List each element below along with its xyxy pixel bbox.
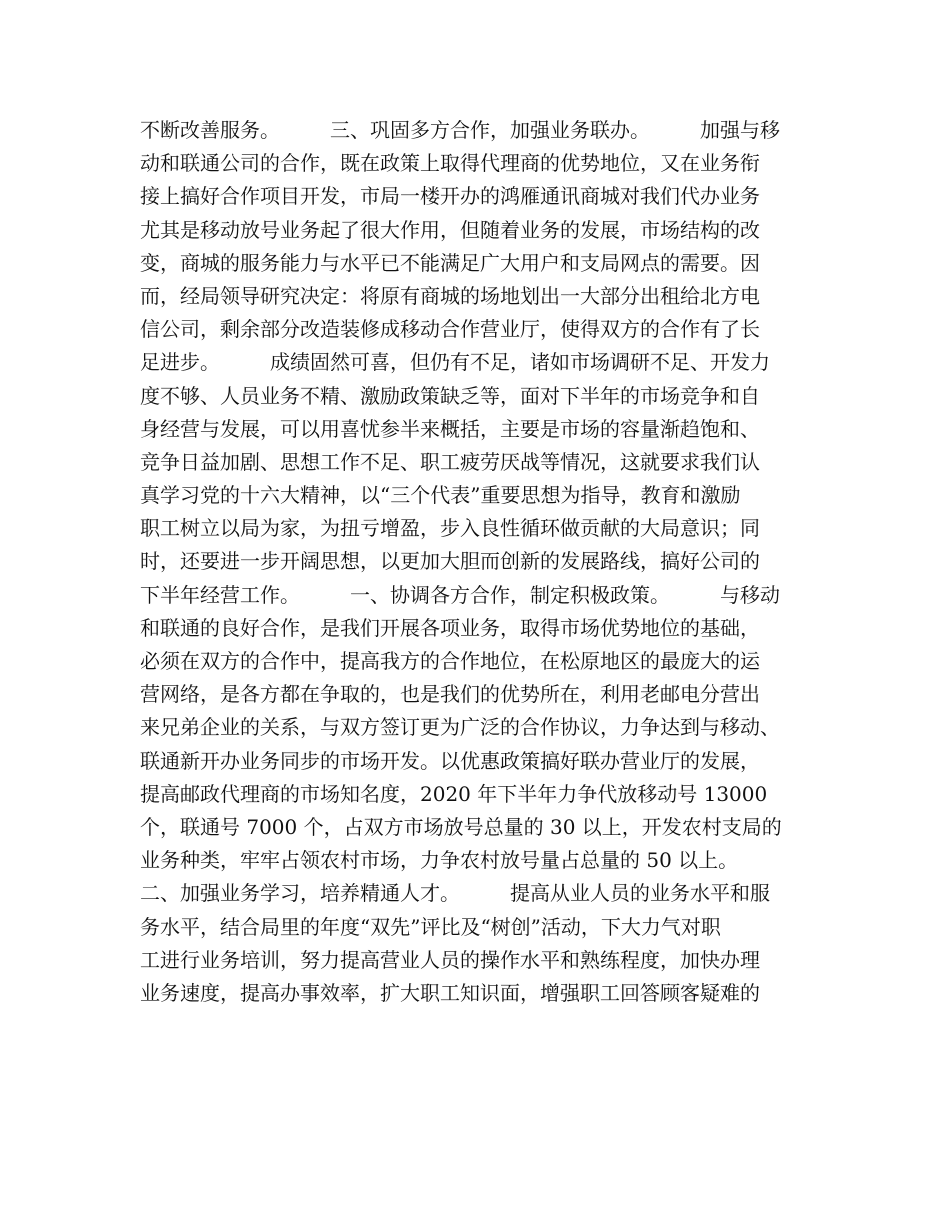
text-line: 变，商城的服务能力与水平已不能满足广大用户和支局网点的需要。因 bbox=[140, 250, 760, 275]
text-line: 必须在双方的合作中，提高我方的合作地位，在松原地区的最庞大的运 bbox=[140, 649, 760, 673]
text-line: 工进行业务培训，努力提高营业人员的操作水平和熟练程度，加快办理 bbox=[140, 947, 760, 972]
text-line: 业务速度，提高办事效率，扩大职工知识面，增强职工回答顾客疑难的 bbox=[140, 980, 760, 1005]
body-text bbox=[140, 114, 840, 1010]
text-line: 时，还要进一步开阔思想，以更加大胆而创新的发展路线，搞好公司的 bbox=[140, 549, 760, 574]
text-line: 和联通的良好合作，是我们开展各项业务，取得市场优势地位的基础， bbox=[140, 615, 760, 640]
text-line: 个，联通号 7000 个，占双方市场放号总量的 30 以上，开发农村支局的 bbox=[140, 814, 782, 839]
text-line: 业务种类，牢牢占领农村市场，力争农村放号量占总量的 50 以上。 bbox=[140, 848, 739, 873]
text-line: 来兄弟企业的关系，与双方签订更为广泛的合作协议，力争达到与移动、 bbox=[140, 715, 780, 740]
text-line: 信公司，剩余部分改造装修成移动合作营业厅，使得双方的合作有了长 bbox=[140, 317, 760, 342]
text-line: 不断改善服务。 三、巩固多方合作，加强业务联办。 加强与移 bbox=[140, 118, 780, 142]
text-line: 真学习党的十六大精神，以“三个代表”重要思想为指导，教育和激励 bbox=[140, 483, 741, 508]
text-line: 而，经局领导研究决定：将原有商城的场地划出一大部分出租给北方电 bbox=[140, 283, 760, 308]
text-line: 务水平，结合局里的年度“双先”评比及“树创”活动，下大力气对职 bbox=[140, 914, 721, 939]
text-line: 提高邮政代理商的市场知名度，2020 年下半年力争代放移动号 13000 bbox=[140, 781, 768, 806]
text-line: 职工树立以局为家，为扭亏增盈，步入良性循环做贡献的大局意识；同 bbox=[140, 516, 760, 541]
text-line: 度不够、人员业务不精、激励政策缺乏等，面对下半年的市场竞争和自 bbox=[140, 383, 760, 408]
text-line: 足进步。 成绩固然可喜，但仍有不足，诸如市场调研不足、开发力 bbox=[140, 350, 770, 375]
text-line: 尤其是移动放号业务起了很大作用，但随着业务的发展，市场结构的改 bbox=[140, 217, 760, 242]
text-line: 接上搞好合作项目开发，市局一楼开办的鸿雁通讯商城对我们代办业务 bbox=[140, 184, 760, 209]
text-line: 身经营与发展，可以用喜忧参半来概括，主要是市场的容量渐趋饱和、 bbox=[140, 416, 760, 441]
text-line: 二、加强业务学习，培养精通人才。 提高从业人员的业务水平和服 bbox=[140, 881, 770, 906]
text-line: 下半年经营工作。 一、协调各方合作，制定积极政策。 与移动 bbox=[140, 582, 780, 607]
text-line: 联通新开办业务同步的市场开发。以优惠政策搞好联办营业厅的发展， bbox=[140, 748, 760, 773]
text-line: 竞争日益加剧、思想工作不足、职工疲劳厌战等情况，这就要求我们认 bbox=[140, 449, 760, 474]
text-line: 营网络，是各方都在争取的，也是我们的优势所在，利用老邮电分营出 bbox=[140, 682, 760, 707]
text-line: 动和联通公司的合作，既在政策上取得代理商的优势地位，又在业务衔 bbox=[140, 151, 760, 176]
